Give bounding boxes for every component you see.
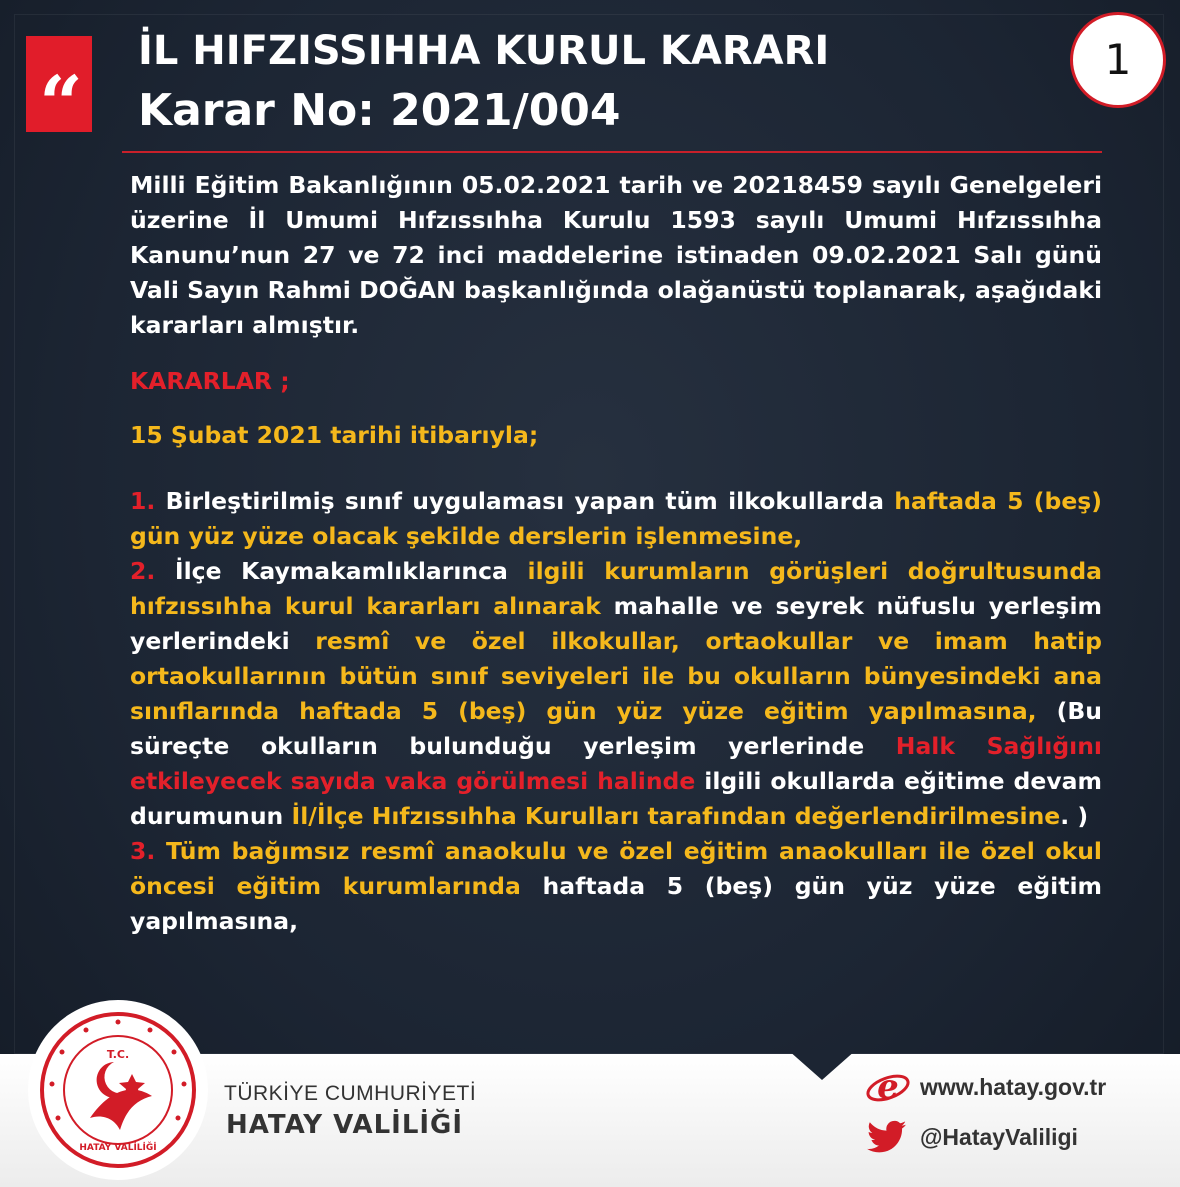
crescent-star-seal-icon (28, 1000, 208, 1180)
item-highlight: Tüm bağımsız resmî anaokulu ve özel eğitim anaokulları ile özel okul öncesi eğitim kurumlarında (130, 837, 1102, 900)
item-text: Birleştirilmiş sınıf uygulaması yapan tüm ilkokullarda (155, 487, 895, 515)
website-link[interactable]: www.hatay.gov.tr (920, 1074, 1107, 1100)
decision-number: Karar No: 2021/004 (138, 85, 621, 136)
item-highlight: resmî ve özel ilkokullar, ortaokullar ve imam hatip ortaokullarının bütün sınıf seviyeleri ile bu okulların bünyesindeki ana sınıflarında haftada 5 (beş) gün yüz yüze eğitim yapılmasına, (130, 627, 1102, 725)
quote-mark-tab (26, 36, 92, 148)
seal-ring-text: HATAY VALİLİĞİ (79, 1143, 157, 1153)
item-number: 2. (130, 557, 156, 585)
twitter-bird-icon (866, 1120, 908, 1160)
svg-text:e: e (877, 1067, 899, 1107)
item-warning: Halk Sağlığını etkileyecek sayıda vaka görülmesi halinde (130, 732, 1102, 795)
decision-item-1 (130, 484, 1102, 554)
item-number: 3. (130, 837, 156, 865)
item-text: ilgili okullarda eğitime devam durumunun (130, 767, 1102, 830)
title-divider (122, 151, 1102, 153)
item-text: İlçe Kaymakamlıklarınca (155, 557, 528, 585)
item-number: 1. (130, 487, 156, 515)
gov-line-1: TÜRKİYE CUMHURİYETİ (224, 1082, 477, 1105)
quote-mark-icon: “ (39, 59, 79, 148)
twitter-handle[interactable]: @HatayValiligi (920, 1124, 1078, 1150)
item-text: haftada 5 (beş) gün yüz yüze eğitim yapılmasına, (130, 872, 1102, 935)
item-highlight: haftada 5 (beş) gün yüz yüze olacak şekilde derslerin işlenmesine, (130, 487, 1102, 550)
effective-date-line: 15 Şubat 2021 tarihi itibarıyla; (130, 421, 539, 449)
item-text: mahalle ve seyrek nüfuslu yerleşim yerlerindeki (130, 592, 1102, 655)
decision-item-3 (130, 834, 1102, 939)
item-text: (Bu süreçte okulların bulunduğu yerleşim yerlerinde (130, 697, 1102, 760)
governorship-seal (28, 1000, 208, 1180)
page-title: İL HIFZISSIHHA KURUL KARARI (138, 28, 830, 74)
footer-notch (788, 1050, 856, 1080)
page-number-badge: 1 (1070, 12, 1166, 108)
item-text: . ) (1060, 802, 1089, 830)
kararlar-heading: KARARLAR ; (130, 367, 290, 395)
gov-line-2: HATAY VALİLİĞİ (226, 1110, 464, 1140)
decision-list (130, 484, 1102, 939)
item-highlight: ilgili kurumların görüşleri doğrultusunda hıfzıssıhha kurul kararları alınarak (130, 557, 1102, 620)
intro-paragraph: Milli Eğitim Bakanlığının 05.02.2021 tarih ve 20218459 sayılı Genelgeleri üzerine İl Umumi Hıfzıssıhha Kurulu 1593 sayılı Umumi Hıfzıssıhha Kanunu’nun 27 ve 72 inci maddelerine istinaden 09.02.2021 Salı günü Vali Sayın Rahmi DOĞAN başkanlığında olağanüstü toplanarak, aşağıdaki kararları almıştır. (130, 171, 1102, 339)
web-e-icon (866, 1066, 910, 1114)
decision-item-2 (130, 554, 1102, 834)
seal-tc-text: T.C. (106, 1048, 130, 1061)
item-highlight: İl/İlçe Hıfzıssıhha Kurulları tarafından değerlendirilmesine (291, 802, 1061, 830)
